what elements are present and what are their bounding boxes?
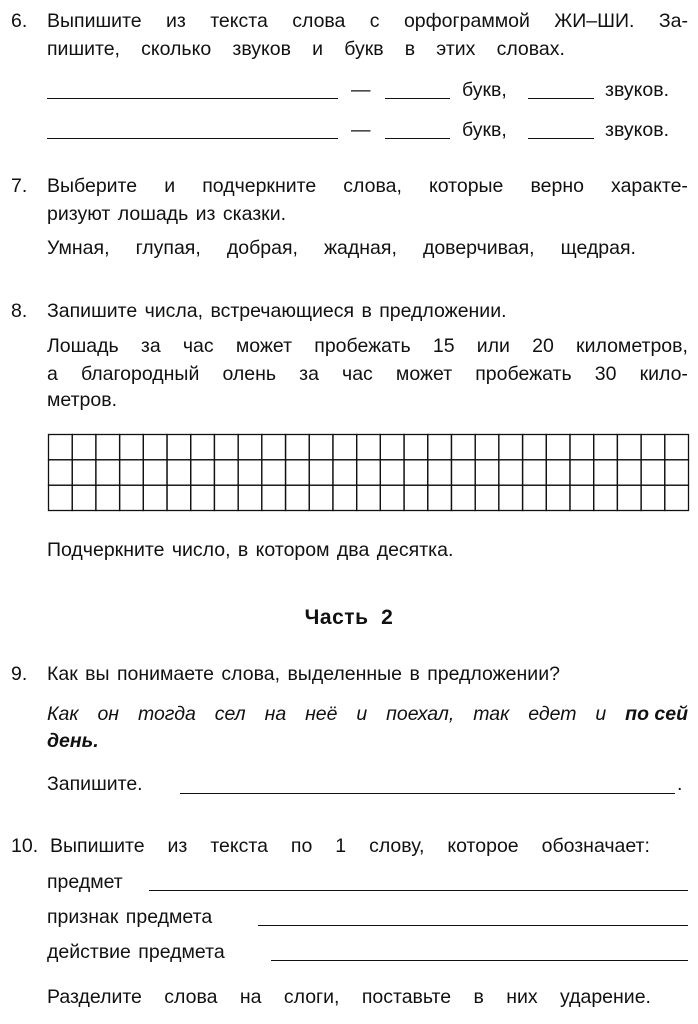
grid-cell[interactable] [594, 460, 618, 485]
grid-cell[interactable] [309, 435, 333, 460]
word: на [264, 703, 287, 725]
grid-cell[interactable] [238, 435, 262, 460]
task6-letters-label-2: букв, [462, 119, 507, 141]
grid-cell[interactable] [120, 485, 144, 510]
word: и [164, 175, 176, 197]
grid-cell[interactable] [475, 435, 499, 460]
highlighted-phrase-end: день. [47, 730, 99, 752]
grid-cell[interactable] [120, 435, 144, 460]
word: за [140, 335, 161, 357]
grid-cell[interactable] [380, 460, 404, 485]
word: поставьте [361, 986, 452, 1008]
option-word[interactable]: добрая, [226, 237, 298, 259]
grid-cell[interactable] [143, 485, 167, 510]
word: словах. [496, 38, 565, 60]
grid-cell[interactable] [594, 485, 618, 510]
task6-sounds-label-2: звуков. [605, 119, 669, 141]
grid-cell[interactable] [641, 435, 665, 460]
task10-number: 10. [11, 835, 39, 857]
grid-cell[interactable] [404, 460, 428, 485]
grid-cell[interactable] [96, 460, 120, 485]
task7-line2: ризуют лошадь из сказки. [47, 203, 287, 225]
word: кило- [639, 363, 688, 385]
task6-letters-label-1: букв, [462, 79, 507, 101]
word: слова [164, 986, 218, 1008]
word: пробежать [475, 363, 572, 385]
grid-cell[interactable] [96, 485, 120, 510]
word: текста [210, 10, 268, 32]
grid-cell[interactable] [357, 485, 381, 510]
word: Выберите [47, 175, 138, 197]
grid-cell[interactable] [143, 435, 167, 460]
grid-cell[interactable] [286, 435, 310, 460]
word: Выпишите [47, 10, 142, 32]
grid-cell[interactable] [72, 485, 96, 510]
grid-cell[interactable] [191, 435, 215, 460]
grid-cell[interactable] [357, 435, 381, 460]
word: слову, [369, 835, 425, 857]
object-answer-blank[interactable] [149, 890, 688, 891]
grid-cell[interactable] [451, 460, 475, 485]
grid-cell[interactable] [72, 435, 96, 460]
task6-dash-2: — [351, 119, 371, 141]
task6-sounds-blank-1[interactable] [528, 98, 594, 99]
grid-cell[interactable] [523, 485, 547, 510]
task10-syllables [47, 985, 651, 1009]
word: верно [530, 175, 584, 197]
task7-number: 7. [11, 175, 28, 197]
word: слова [292, 10, 346, 32]
word: звуков [232, 38, 291, 60]
task8-line2 [47, 362, 688, 386]
task6-number: 6. [11, 10, 28, 32]
word: 1 [335, 835, 347, 857]
option-word[interactable]: щедрая. [560, 237, 636, 259]
task9-write-label: Запишите. [47, 773, 143, 795]
grid-cell[interactable] [167, 485, 191, 510]
task9-question: Как вы понимаете слова, выделенные в предложении? [47, 663, 560, 685]
word: характе- [611, 175, 688, 197]
grid-cell[interactable] [49, 435, 73, 460]
word: Разделите [47, 986, 142, 1008]
grid-cell[interactable] [428, 435, 452, 460]
word: этих [436, 38, 476, 60]
word: Как [47, 703, 79, 725]
word: может [235, 335, 293, 357]
word: тогда [137, 703, 196, 725]
word: так [473, 703, 510, 725]
task6-word-blank-2[interactable] [47, 138, 338, 139]
grid-cell[interactable] [191, 485, 215, 510]
grid-cell[interactable] [641, 460, 665, 485]
task6-sounds-label-1: звуков. [605, 79, 669, 101]
grid-cell[interactable] [309, 460, 333, 485]
grid-cell[interactable] [523, 435, 547, 460]
task8-instruction: Запишите числа, встречающиеся в предложении. [47, 300, 507, 322]
grid-cell[interactable] [333, 435, 357, 460]
task10-instruction [50, 834, 650, 858]
grid-cell[interactable] [214, 435, 238, 460]
grid-cell[interactable] [286, 485, 310, 510]
grid-cell[interactable] [167, 460, 191, 485]
grid-cell[interactable] [333, 460, 357, 485]
grid-cell[interactable] [523, 460, 547, 485]
word: может [395, 363, 453, 385]
word: пишите, [47, 38, 120, 60]
grid-cell[interactable] [546, 485, 570, 510]
task9-answer-blank[interactable] [180, 793, 675, 794]
grid-cell[interactable] [357, 460, 381, 485]
grid-cell[interactable] [143, 460, 167, 485]
task6-line2 [47, 37, 565, 61]
grid-cell[interactable] [238, 460, 262, 485]
grid-cell[interactable] [214, 460, 238, 485]
task6-letters-blank-1[interactable] [385, 98, 450, 99]
task9-quote-line1 [47, 702, 688, 726]
word: едет [528, 703, 577, 725]
word: в [404, 38, 416, 60]
word: сел [214, 703, 246, 725]
grid-cell[interactable] [191, 460, 215, 485]
grid-cell[interactable] [570, 435, 594, 460]
grid-cell[interactable] [404, 485, 428, 510]
grid-cell[interactable] [120, 460, 144, 485]
task7-line1 [47, 174, 688, 198]
word: Лошадь [47, 335, 119, 357]
word: с [369, 10, 380, 32]
grid-cell[interactable] [665, 460, 689, 485]
task9-end-dot: . [677, 773, 683, 795]
label-attribute: признак предмета [47, 906, 213, 928]
option-word[interactable]: Умная, [47, 237, 110, 259]
task6-word-blank-1[interactable] [47, 98, 338, 99]
word: текста [210, 835, 268, 857]
word: олень [222, 363, 277, 385]
grid-cell[interactable] [49, 460, 73, 485]
word: которые [428, 175, 504, 197]
option-word[interactable]: доверчивая, [422, 237, 535, 259]
task6-letters-blank-2[interactable] [385, 138, 450, 139]
grid-cell[interactable] [617, 435, 641, 460]
grid-cell[interactable] [546, 460, 570, 485]
option-word[interactable]: жадная, [324, 237, 397, 259]
label-action: действие предмета [47, 941, 225, 963]
word: неё [305, 703, 338, 725]
grid-cell[interactable] [72, 460, 96, 485]
grid-cell[interactable] [546, 435, 570, 460]
grid-cell[interactable] [262, 435, 286, 460]
word: сколько [141, 38, 212, 60]
word: них [506, 986, 538, 1008]
task8-line3: метров. [47, 389, 118, 411]
option-word[interactable]: глупая, [135, 237, 201, 259]
grid-cell[interactable] [214, 485, 238, 510]
grid-cell[interactable] [380, 485, 404, 510]
task8-followup: Подчеркните число, в котором два десятка. [47, 539, 454, 561]
grid-cell[interactable] [665, 485, 689, 510]
grid-cell[interactable] [641, 485, 665, 510]
grid-cell[interactable] [617, 460, 641, 485]
word: 20 [532, 335, 554, 357]
grid-cell[interactable] [570, 485, 594, 510]
word: или [476, 335, 510, 357]
word: из [167, 835, 188, 857]
word: которое [447, 835, 519, 857]
word: подчеркните [202, 175, 317, 197]
word: 15 [432, 335, 455, 357]
word: слоги, [283, 986, 340, 1008]
task6-dash-1: — [351, 79, 371, 101]
grid-cell[interactable] [262, 460, 286, 485]
word: по [290, 835, 313, 857]
word: поехал, [386, 703, 455, 725]
grid-cell[interactable] [333, 485, 357, 510]
task8-number: 8. [11, 300, 28, 322]
grid-cell[interactable] [380, 435, 404, 460]
word: букв [344, 38, 384, 60]
grid-cell[interactable] [167, 435, 191, 460]
part2-title: Часть 2 [304, 606, 394, 629]
grid-cell[interactable] [428, 460, 452, 485]
word: а [47, 363, 58, 385]
grid-cell[interactable] [428, 485, 452, 510]
grid-cell[interactable] [286, 460, 310, 485]
attribute-answer-blank[interactable] [258, 925, 688, 926]
task9-number: 9. [11, 663, 28, 685]
word: на [239, 986, 262, 1008]
task7-options [47, 236, 636, 260]
word: обозначает: [541, 835, 650, 857]
word: Выпишите [50, 835, 145, 857]
word: благородный [80, 363, 200, 385]
word: 30 [594, 363, 617, 385]
word: ударение. [560, 986, 651, 1008]
word: за [299, 363, 319, 385]
grid-cell[interactable] [499, 460, 523, 485]
grid-cell[interactable] [49, 485, 73, 510]
word: из [165, 10, 186, 32]
grid-cell[interactable] [475, 485, 499, 510]
word: и [595, 703, 607, 725]
grid-cell[interactable] [451, 435, 475, 460]
grid-cell[interactable] [309, 485, 333, 510]
word: километров, [576, 335, 688, 357]
word: слова, [343, 175, 402, 197]
grid-cell[interactable] [594, 435, 618, 460]
word: и [312, 38, 324, 60]
task6-line1 [47, 9, 688, 33]
grid-cell[interactable] [617, 485, 641, 510]
word: За- [658, 10, 688, 32]
task6-sounds-blank-2[interactable] [528, 138, 594, 139]
grid-cell[interactable] [451, 485, 475, 510]
grid-cell[interactable] [404, 435, 428, 460]
grid-cell[interactable] [499, 435, 523, 460]
word: час [182, 335, 214, 357]
grid-cell[interactable] [570, 460, 594, 485]
highlighted-phrase: по сей [625, 703, 688, 725]
grid-cell[interactable] [665, 435, 689, 460]
grid-cell[interactable] [262, 485, 286, 510]
word: орфограммой [403, 10, 530, 32]
word: ЖИ–ШИ. [554, 10, 635, 32]
word: и [356, 703, 368, 725]
word: час [342, 363, 373, 385]
grid-cell[interactable] [475, 460, 499, 485]
grid-cell[interactable] [96, 435, 120, 460]
grid-cell[interactable] [499, 485, 523, 510]
answer-grid[interactable] [47, 433, 691, 513]
task8-line1 [47, 334, 688, 358]
word: он [97, 703, 120, 725]
label-object: предмет [47, 871, 123, 893]
action-answer-blank[interactable] [271, 960, 688, 961]
grid-cell[interactable] [238, 485, 262, 510]
word: в [473, 986, 484, 1008]
word: пробежать [314, 335, 411, 357]
